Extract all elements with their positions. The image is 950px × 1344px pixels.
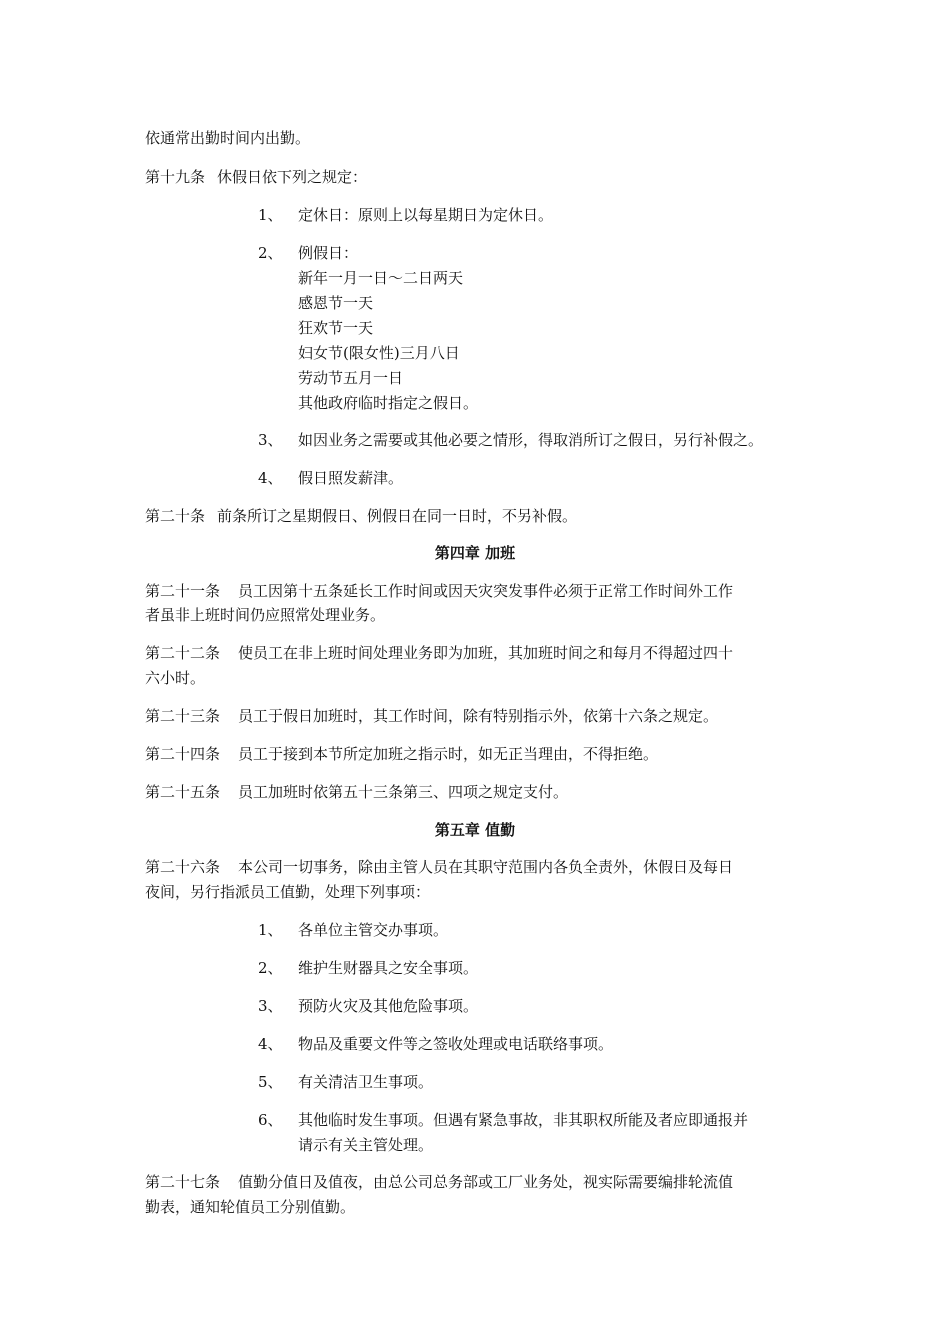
list-item-number: 4、 xyxy=(258,1035,283,1053)
article-27-cont: 勤表，通知轮值员工分别值勤。 xyxy=(145,1198,356,1216)
list-item-text: 定休日：原则上以每星期日为定休日。 xyxy=(298,206,554,224)
article-26-cont: 夜间，另行指派员工值勤，处理下列事项： xyxy=(145,883,431,901)
article-number: 第二十三条 xyxy=(145,707,221,725)
article-text: 休假日依下列之规定： xyxy=(217,168,368,186)
list-item-number: 3、 xyxy=(258,431,283,449)
article-text: 员工因第十五条延长工作时间或因天灾突发事件必须于正常工作时间外工作 xyxy=(238,582,734,600)
article-number: 第二十七条 xyxy=(145,1173,221,1191)
article-26 xyxy=(145,857,733,877)
list-item-text: 各单位主管交办事项。 xyxy=(298,921,449,939)
article-20 xyxy=(145,506,577,526)
chapter-5-heading: 第五章 值勤 xyxy=(434,821,516,839)
article-number: 第二十五条 xyxy=(145,783,221,801)
article-21 xyxy=(145,581,733,601)
article-number: 第二十一条 xyxy=(145,582,221,600)
holiday-subline: 新年一月一日～二日两天 xyxy=(298,269,464,287)
article-text: 员工于假日加班时，其工作时间，除有特别指示外，依第十六条之规定。 xyxy=(238,707,719,725)
article-text: 员工于接到本节所定加班之指示时，如无正当理由，不得拒绝。 xyxy=(238,745,659,763)
article-number: 第二十六条 xyxy=(145,858,221,876)
article-27 xyxy=(145,1172,733,1192)
list-item-text: 例假日： xyxy=(298,244,359,262)
article-number: 第二十四条 xyxy=(145,745,221,763)
article-text: 本公司一切事务，除由主管人员在其职守范围内各负全责外，休假日及每日 xyxy=(238,858,734,876)
article-number: 第二十条 xyxy=(145,507,206,525)
list-item-number: 1、 xyxy=(258,921,283,939)
holiday-subline: 妇女节(限女性)三月八日 xyxy=(298,344,460,362)
article-25 xyxy=(145,782,568,802)
list-item-text: 维护生财器具之安全事项。 xyxy=(298,959,479,977)
holiday-subline: 劳动节五月一日 xyxy=(298,369,404,387)
list-item-number: 5、 xyxy=(258,1073,283,1091)
list-item-text: 假日照发薪津。 xyxy=(298,469,404,487)
article-22-cont: 六小时。 xyxy=(145,669,206,687)
list-item-number: 6、 xyxy=(258,1111,283,1129)
article-21-cont: 者虽非上班时间仍应照常处理业务。 xyxy=(145,606,386,624)
article-number: 第十九条 xyxy=(145,168,206,186)
holiday-subline: 感恩节一天 xyxy=(298,294,374,312)
holiday-subline: 狂欢节一天 xyxy=(298,319,374,337)
list-item-number: 2、 xyxy=(258,244,283,262)
list-item-number: 1、 xyxy=(258,206,283,224)
list-item-text: 有关清洁卫生事项。 xyxy=(298,1073,434,1091)
list-item-number: 3、 xyxy=(258,997,283,1015)
holiday-subline: 其他政府临时指定之假日。 xyxy=(298,394,479,412)
article-23 xyxy=(145,706,718,726)
article-19 xyxy=(145,167,367,187)
article-text: 员工加班时依第五十三条第三、四项之规定支付。 xyxy=(238,783,569,801)
article-text: 前条所订之星期假日、例假日在同一日时，不另补假。 xyxy=(217,507,578,525)
article-24 xyxy=(145,744,658,764)
list-item-text: 预防火灾及其他危险事项。 xyxy=(298,997,479,1015)
list-item-text: 物品及重要文件等之签收处理或电话联络事项。 xyxy=(298,1035,614,1053)
chapter-4-heading: 第四章 加班 xyxy=(434,544,516,562)
intro-line xyxy=(145,128,310,148)
list-item-text: 其他临时发生事项。但遇有紧急事故，非其职权所能及者应即通报并 xyxy=(298,1111,749,1129)
list-item-text: 如因业务之需要或其他必要之情形，得取消所订之假日，另行补假之。 xyxy=(298,431,764,449)
list-item-text-cont: 请示有关主管处理。 xyxy=(298,1136,434,1154)
intro-text: 依通常出勤时间内出勤。 xyxy=(145,129,311,147)
article-text: 值勤分值日及值夜，由总公司总务部或工厂业务处，视实际需要编排轮流值 xyxy=(238,1173,734,1191)
list-item-number: 2、 xyxy=(258,959,283,977)
article-number: 第二十二条 xyxy=(145,644,221,662)
article-22 xyxy=(145,643,733,663)
list-item-number: 4、 xyxy=(258,469,283,487)
article-text: 使员工在非上班时间处理业务即为加班，其加班时间之和每月不得超过四十 xyxy=(238,644,734,662)
